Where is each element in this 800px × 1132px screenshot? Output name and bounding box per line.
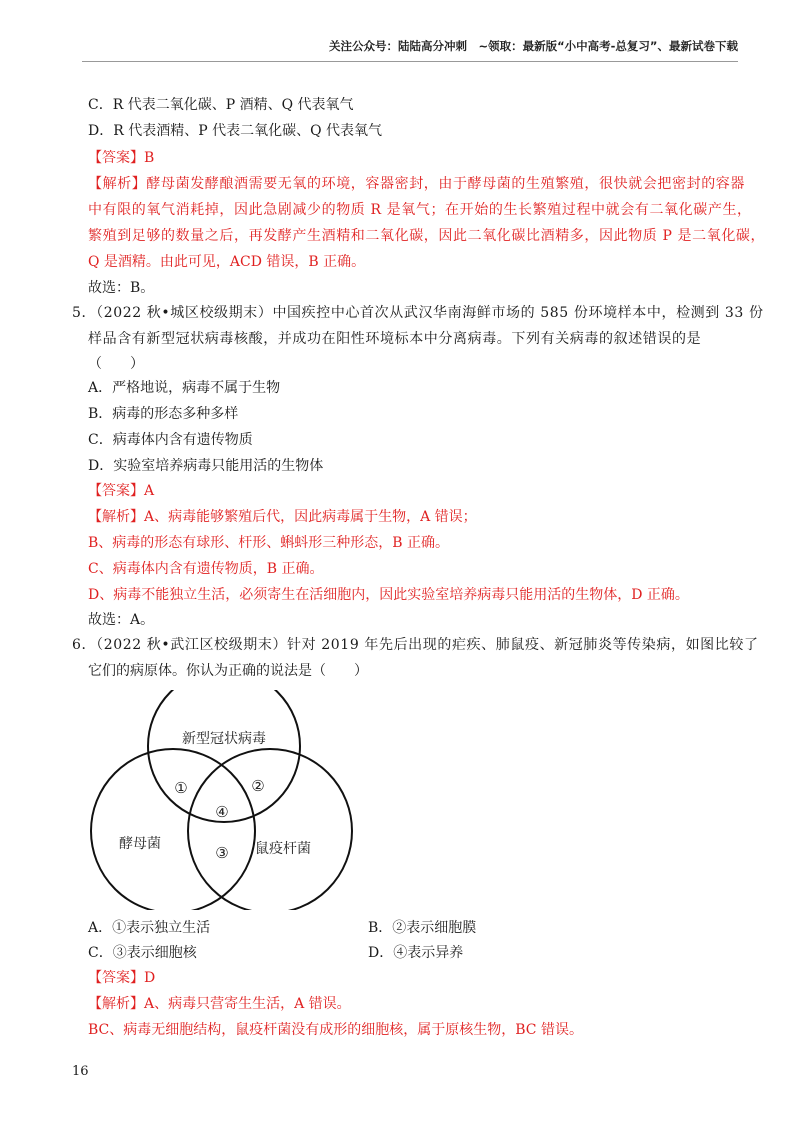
header-rule xyxy=(82,61,738,62)
venn-region-4: ④ xyxy=(215,803,229,821)
q5-answer: 【答案】A xyxy=(88,483,155,499)
q5-analysis-line-4: D、病毒不能独立生活，必须寄生在活细胞内，因此实验室培养病毒只能用活的生物体，D 正确。 xyxy=(88,587,689,603)
q5-stem-line-1: 5．（2022 秋•城区校级期末）中国疾控中心首次从武汉华南海鲜市场的 585 份环境样本中，检测到 33 份 xyxy=(72,305,764,321)
q6-analysis-line-2: BC、病毒无细胞结构，鼠疫杆菌没有成形的细胞核，属于原核生物，BC 错误。 xyxy=(88,1022,583,1038)
q5-option-d: D．实验室培养病毒只能用活的生物体 xyxy=(88,458,324,474)
q5-stem-line-3: （ ） xyxy=(88,356,144,372)
q6-stem-line-1: 6．（2022 秋•武江区校级期末）针对 2019 年先后出现的疟疾、肺鼠疫、新冠肺炎等传染病，如图比较了 xyxy=(72,637,759,653)
q5-option-c: C．病毒体内含有遗传物质 xyxy=(88,432,253,448)
q6-option-b: B．②表示细胞膜 xyxy=(368,920,477,936)
q4-analysis-line-1: 【解析】酵母菌发酵酿酒需要无氧的环境，容器密封，由于酵母菌的生殖繁殖，很快就会把密封的容器 xyxy=(88,176,745,192)
q6-option-d: D．④表示异养 xyxy=(368,945,464,961)
q6-stem-line-2: 它们的病原体。你认为正确的说法是（ ） xyxy=(88,663,368,679)
q4-option-c: C．R 代表二氧化碳、P 酒精、Q 代表氧气 xyxy=(88,97,354,113)
venn-label-plague-bacillus: 鼠疫杆菌 xyxy=(255,841,311,857)
page-header: 关注公众号：陆陆高分冲刺 ~领取：最新版“小中高考-总复习”、最新试卷下载 xyxy=(328,39,738,53)
q5-analysis-line-1: 【解析】A、病毒能够繁殖后代，因此病毒属于生物，A 错误； xyxy=(88,509,477,525)
q4-option-d: D．R 代表酒精、P 代表二氧化碳、Q 代表氧气 xyxy=(88,123,383,139)
venn-region-2: ② xyxy=(251,777,265,795)
q5-option-b: B．病毒的形态多种多样 xyxy=(88,406,239,422)
q6-analysis-line-1: 【解析】A、病毒只营寄生生活，A 错误。 xyxy=(88,996,351,1012)
q4-analysis-line-4: Q 是酒精。由此可见，ACD 错误，B 正确。 xyxy=(88,254,366,270)
venn-circle-yeast xyxy=(91,749,255,910)
q5-stem-line-2: 样品含有新型冠状病毒核酸，并成功在阳性环境标本中分离病毒。下列有关病毒的叙述错误的是 xyxy=(88,331,702,347)
q4-analysis-line-3: 繁殖到足够的数量之后，再发酵产生酒精和二氧化碳，因此二氧化碳比酒精多，因此物质 P 是二氧化碳， xyxy=(88,228,766,244)
venn-region-3: ③ xyxy=(215,844,229,862)
q4-conclusion: 故选：B。 xyxy=(88,280,155,296)
venn-label-yeast: 酵母菌 xyxy=(119,836,161,852)
q5-analysis-line-3: C、病毒体内含有遗传物质，B 正确。 xyxy=(88,561,324,577)
q5-analysis-line-2: B、病毒的形态有球形、杆形、蝌蚪形三种形态，B 正确。 xyxy=(88,535,450,551)
q5-option-a: A．严格地说，病毒不属于生物 xyxy=(88,380,281,396)
q6-answer: 【答案】D xyxy=(88,970,156,986)
venn-label-virus: 新型冠状病毒 xyxy=(182,731,266,747)
venn-circle-plague-bacillus xyxy=(188,749,352,910)
venn-diagram xyxy=(88,690,358,910)
q6-option-a: A．①表示独立生活 xyxy=(88,920,211,936)
q6-option-c: C．③表示细胞核 xyxy=(88,945,197,961)
q4-analysis-line-2: 中有限的氧气消耗掉，因此急剧减少的物质 R 是氧气；在开始的生长繁殖过程中就会有二氧化碳产生， xyxy=(88,202,752,218)
page-number: 16 xyxy=(72,1064,89,1079)
venn-region-1: ① xyxy=(174,779,188,797)
q5-conclusion: 故选：A。 xyxy=(88,612,155,628)
q4-answer: 【答案】B xyxy=(88,150,155,166)
